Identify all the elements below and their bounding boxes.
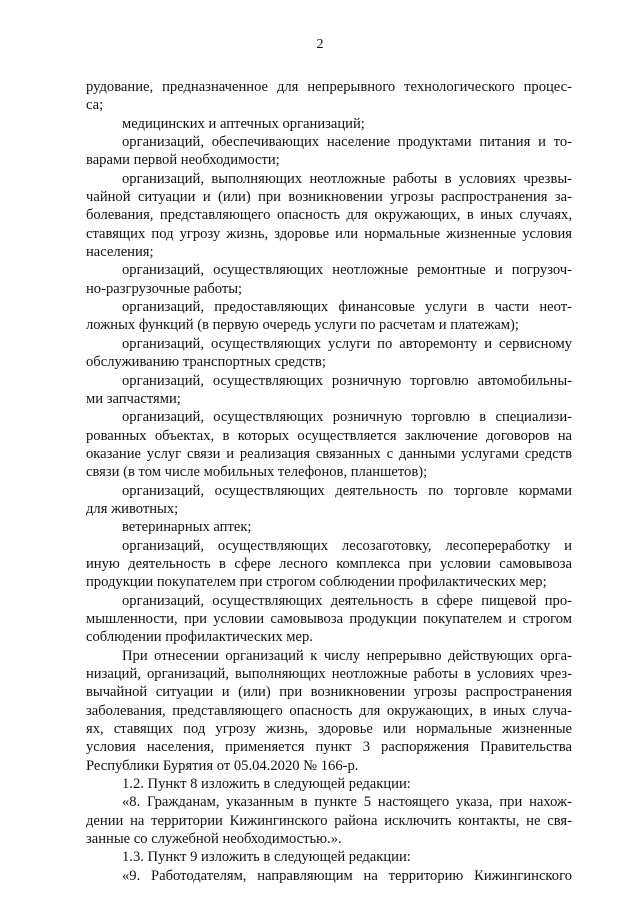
text-line: организаций, осуществляющих розничную торговлю автомобильны- — [122, 372, 572, 389]
text-line: са; — [86, 97, 104, 114]
text-line: организаций, осуществляющих деятельность по торговле кормами — [122, 482, 572, 499]
text-line: ставящих под угрозу жизнь, здоровье или нормальные жизненные условия — [86, 225, 572, 242]
text-line: организаций, осуществляющих деятельность в сфере пищевой про- — [122, 592, 572, 609]
text-line: организаций, осуществляющих розничную торговлю в специализи- — [122, 409, 572, 426]
text-line: организаций, выполняющих неотложные работы в условиях чрезвы- — [122, 170, 572, 187]
page-number: 2 — [316, 37, 324, 52]
text-line: организаций, обеспечивающих население продуктами питания и то- — [122, 134, 572, 151]
text-line: организаций, осуществляющих неотложные ремонтные и погрузоч- — [122, 262, 572, 279]
text-line: обслуживанию транспортных средств; — [86, 354, 326, 371]
text-line: болевания, представляющего опасность для окружающих, в иных случаях, — [86, 207, 572, 224]
text-line: При отнесении организаций к числу непрерывно действующих орга- — [122, 647, 572, 664]
text-line: организаций, предоставляющих финансовые услуги в части неот- — [122, 299, 572, 316]
text-line: населения; — [86, 244, 154, 261]
text-line: продукции покупателем при строгом соблюдении профилактических мер; — [86, 574, 547, 591]
text-line: рованных объектах, в которых осуществляется заключение договоров на — [86, 427, 572, 444]
text-line: иную деятельность в сфере лесного комплекса при условии самовывоза — [86, 555, 572, 572]
text-line: связи (в том числе мобильных телефонов, планшетов); — [86, 464, 428, 481]
text-line: мышленности, при условии самовывоза продукции покупателем и строгом — [86, 610, 572, 627]
text-line: рудование, предназначенное для непрерывного технологического процес- — [86, 79, 572, 95]
text-line: для животных; — [86, 500, 179, 517]
text-line: «8. Гражданам, указанным в пункте 5 настоящего указа, при нахож- — [122, 794, 572, 811]
document-body — [86, 78, 572, 885]
text-line: низаций, организаций, выполняющих неотложные работы в условиях чрез- — [86, 666, 572, 682]
text-line: но-разгрузочные работы; — [86, 280, 243, 297]
text-line: оказание услуг связи и реализация связанных с данными услугами средств — [86, 445, 572, 462]
text-line: 1.2. Пункт 8 изложить в следующей редакции: — [122, 776, 411, 793]
text-line: вычайной ситуации и (или) при возникновении угрозы распространения — [86, 684, 572, 701]
text-line: 1.3. Пункт 9 изложить в следующей редакции: — [122, 849, 411, 866]
text-line: заболевания, представляющего опасность для окружающих, в иных случа- — [86, 702, 572, 719]
text-line: медицинских и аптечных организаций; — [122, 115, 365, 132]
text-line: ях, ставящих под угрозу жизнь, здоровье или нормальные жизненные — [86, 721, 572, 738]
text-line: ми запчастями; — [86, 390, 181, 407]
text-line: ветеринарных аптек; — [122, 519, 252, 536]
text-line: варами первой необходимости; — [86, 152, 280, 169]
text-line: соблюдении профилактических мер. — [86, 629, 313, 646]
text-line: чайной ситуации и (или) при возникновении угрозы распространения за- — [86, 189, 572, 206]
text-line: ложных функций (в первую очередь услуги по расчетам и платежам); — [86, 317, 519, 334]
text-line: Республики Бурятия от 05.04.2020 № 166-р. — [86, 757, 359, 774]
text-line: условия населения, применяется пункт 3 распоряжения Правительства — [86, 739, 572, 756]
text-line: «9. Работодателям, направляющим на территорию Кижингинского — [122, 867, 572, 884]
text-line: дении на территории Кижингинского района исключить контакты, не свя- — [86, 812, 572, 829]
text-line: организаций, осуществляющих лесозаготовку, лесопереработку и — [122, 537, 572, 554]
text-line: организаций, осуществляющих услуги по авторемонту и сервисному — [122, 335, 572, 352]
text-line: занные со служебной необходимостью.». — [86, 831, 342, 848]
